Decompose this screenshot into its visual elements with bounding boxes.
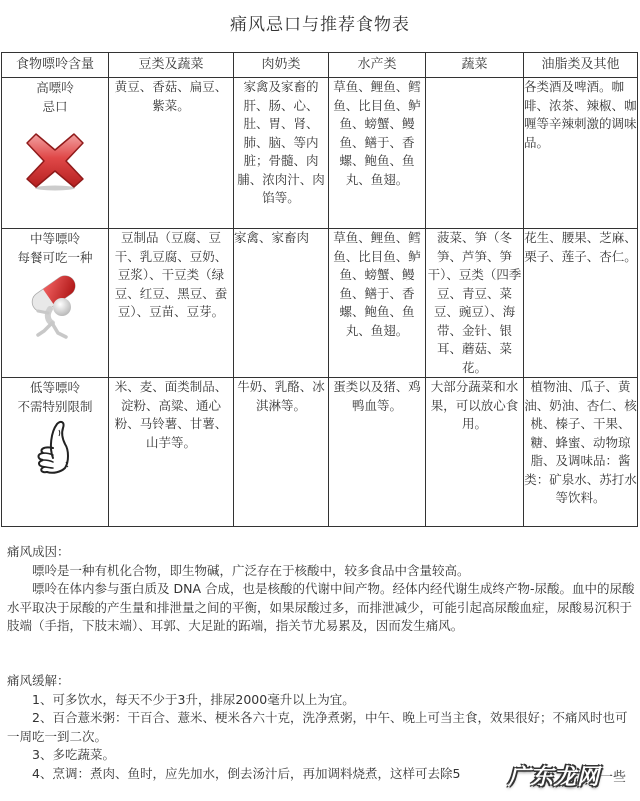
relief-item-4: 4、烹调：煮肉、鱼时，应先加水，倒去汤汁后，再加调料烧煮，这样可去除5	[32, 765, 461, 781]
row-label-cell	[2, 378, 109, 527]
causes-section	[7, 543, 635, 636]
purine-level-label: 低等嘌呤	[29, 380, 80, 395]
cell-vegetables: 菠菜、笋（冬笋、芦笋、笋干）、豆类（四季豆、青豆、菜豆、豌豆）、海带、金针、银耳、蘑菇、菜花。	[426, 229, 524, 378]
header-vegetables: 蔬菜	[426, 53, 524, 78]
header-seafood: 水产类	[329, 53, 426, 78]
cell-meat: 牛奶、乳酪、冰淇淋等。	[234, 378, 329, 527]
header-beans-vegetables: 豆类及蔬菜	[109, 53, 234, 78]
cell-seafood: 草鱼、鲤鱼、鳕鱼、比目鱼、鲈鱼、螃蟹、鳗鱼、鳝于、香螺、鲍鱼、鱼丸、鱼翅。	[329, 78, 426, 229]
purine-food-table	[1, 52, 638, 527]
cell-beans: 豆制品（豆腐、豆干、乳豆腐、豆奶、豆浆）、干豆类（绿豆、红豆、黑豆、蚕豆）、豆苗、豆芽。	[109, 229, 234, 378]
table-row-medium-purine	[2, 229, 638, 378]
row-label-cell	[2, 229, 109, 378]
cell-seafood: 蛋类以及猪、鸡鸭血等。	[329, 378, 426, 527]
causes-paragraph-2: 嘌呤在体内参与蛋白质及 DNA 合成，也是核酸的代谢中间产物。经体内经代谢生成终产物-尿酸。血中的尿酸水平取决于尿酸的产生量和排泄量之间的平衡，如果尿酸过多，而排泄减少，可能引起高尿酸血症，尿酸易沉积于肢端（手指，下肢末端）、耳郭、大足趾的跖端，指关节尤易累及，因而发生痛风。	[7, 581, 635, 633]
causes-heading: 痛风成因：	[7, 544, 70, 559]
relief-item-2: 2、百合薏米粥：干百合、薏米、梗米各六十克，洗净煮粥，中午、晚上可当主食，效果很好；不痛风时也可一周吃一到二次。	[7, 710, 628, 744]
cell-oils-other: 植物油、瓜子、黄油、奶油、杏仁、核桃、榛子、干果、糖、蜂蜜、动物琼脂、及调味品：酱类：矿泉水、苏打水等饮料。	[524, 378, 638, 527]
cell-oils-other: 各类酒及啤酒。咖啡、浓茶、辣椒、咖喱等辛辣刺激的调味品。	[524, 78, 638, 229]
relief-heading: 痛风缓解：	[7, 673, 70, 688]
cell-vegetables: 大部分蔬菜和水果，可以放心食用。	[426, 378, 524, 527]
table-header-row	[2, 53, 638, 78]
header-purine-level: 食物嘌呤含量	[2, 53, 109, 78]
causes-paragraph-1: 嘌呤是一种有机化合物，即生物碱，广泛存在于核酸中，较多食品中含量较高。	[32, 562, 470, 578]
purine-level-note: 忌口	[42, 98, 68, 114]
cell-meat: 家禽、家畜肉	[234, 229, 329, 378]
purine-level-note: 不需特别限制	[17, 398, 93, 414]
thumbs-up-icon	[33, 418, 77, 480]
cell-beans: 米、麦、面类制品、淀粉、高粱、通心粉、马铃薯、甘薯、山芋等。	[109, 378, 234, 527]
row-label-cell	[2, 78, 109, 229]
cell-meat: 家禽及家畜的肝、肠、心、肚、胃、肾、肺、脑、等内脏；骨髓、肉脯、浓肉汁、肉馅等。	[234, 78, 329, 229]
purine-level-label: 高嘌呤	[36, 80, 74, 95]
purine-level-label: 中等嘌呤	[29, 231, 80, 246]
table-row-low-purine	[2, 378, 638, 527]
cell-seafood: 草鱼、鲤鱼、鳕鱼、比目鱼、鲈鱼、螃蟹、鳗鱼、鳝于、香螺、鲍鱼、鱼丸、鱼翅。	[329, 229, 426, 378]
cell-oils-other: 花生、腰果、芝麻、栗子、莲子、杏仁。	[524, 229, 638, 378]
table-row-high-purine	[2, 78, 638, 229]
header-meat-dairy: 肉奶类	[234, 53, 329, 78]
purine-level-note: 每餐可吃一种	[17, 249, 93, 265]
header-oils-other: 油脂类及其他	[524, 53, 638, 78]
cell-vegetables	[426, 78, 524, 229]
relief-item-1: 1、可多饮水，每天不少于3升，排尿2000毫升以上为宜。	[32, 691, 355, 707]
red-x-icon	[24, 130, 86, 192]
watermark-trailing-text: 一些	[600, 770, 627, 785]
person-carrying-pill-icon	[22, 273, 88, 343]
cell-beans: 黄豆、香菇、扁豆、紫菜。	[109, 78, 234, 229]
page-title: 痛风忌口与推荐食物表	[230, 15, 410, 35]
site-watermark: 广东龙网	[508, 765, 601, 790]
relief-item-3: 3、多吃蔬菜。	[32, 747, 115, 762]
